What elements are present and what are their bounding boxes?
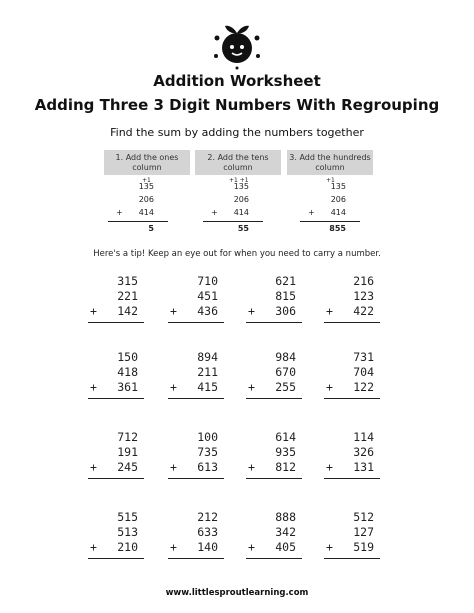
addend-value: 812	[275, 460, 296, 474]
addition-problem	[168, 350, 224, 399]
example-row	[203, 193, 263, 206]
plus-sign: +	[248, 540, 255, 554]
addend-3	[324, 380, 380, 395]
addend-2	[168, 365, 224, 380]
addend-1	[168, 510, 224, 525]
addend-value: 342	[275, 525, 296, 539]
addend-value: 216	[353, 274, 374, 288]
example-addend-2: 206	[233, 195, 249, 204]
addend-value: 405	[275, 540, 296, 554]
addend-value: 221	[117, 289, 138, 303]
addition-problem	[88, 430, 144, 479]
addend-value: 704	[353, 365, 374, 379]
plus-sign: +	[248, 304, 255, 318]
example-row	[300, 206, 360, 219]
example-addend-1: 135	[233, 182, 249, 191]
plus-sign: +	[170, 380, 177, 394]
answer-line	[88, 558, 144, 559]
addend-value: 422	[353, 304, 374, 318]
addend-1	[324, 510, 380, 525]
plus-sign: +	[90, 380, 97, 394]
addend-value: 621	[275, 274, 296, 288]
addend-value: 306	[275, 304, 296, 318]
addend-value: 735	[197, 445, 218, 459]
addend-1	[246, 350, 302, 365]
example-step-1	[108, 177, 168, 235]
example-row	[300, 193, 360, 206]
example-row	[203, 177, 263, 193]
answer-line	[324, 558, 380, 559]
example-sum: 55	[237, 224, 249, 233]
example-row	[108, 193, 168, 206]
addend-3	[88, 380, 144, 395]
plus-sign: +	[170, 460, 177, 474]
addend-value: 515	[117, 510, 138, 524]
addend-value: 710	[197, 274, 218, 288]
example-sum: 5	[148, 224, 154, 233]
worksheet-title: Addition Worksheet	[153, 72, 321, 90]
addend-value: 140	[197, 540, 218, 554]
addend-value: 245	[117, 460, 138, 474]
addend-value: 888	[275, 510, 296, 524]
addition-problem	[246, 430, 302, 479]
addend-3	[324, 540, 380, 555]
addend-3	[246, 304, 302, 319]
answer-line	[88, 478, 144, 479]
addition-problem	[324, 350, 380, 399]
addend-value: 633	[197, 525, 218, 539]
addend-1	[246, 274, 302, 289]
example-addend-2: 206	[330, 195, 346, 204]
addition-problem	[246, 510, 302, 559]
addend-value: 191	[117, 445, 138, 459]
addend-2	[324, 445, 380, 460]
addend-value: 122	[353, 380, 374, 394]
answer-line	[246, 558, 302, 559]
example-step-2	[203, 177, 263, 235]
addend-2	[246, 445, 302, 460]
addend-1	[88, 430, 144, 445]
addend-value: 212	[197, 510, 218, 524]
step-3-box: 3. Add the hundreds column	[287, 150, 373, 175]
addend-1	[88, 274, 144, 289]
answer-line	[246, 398, 302, 399]
addend-1	[168, 430, 224, 445]
addend-2	[168, 445, 224, 460]
plus-sign: +	[326, 304, 333, 318]
addend-1	[168, 274, 224, 289]
addend-value: 436	[197, 304, 218, 318]
answer-line	[324, 478, 380, 479]
addend-value: 142	[117, 304, 138, 318]
example-addend-2: 206	[138, 195, 154, 204]
addend-value: 614	[275, 430, 296, 444]
plus-sign: +	[116, 208, 123, 217]
addend-1	[324, 274, 380, 289]
addition-problem	[88, 350, 144, 399]
addend-1	[88, 350, 144, 365]
addend-2	[88, 445, 144, 460]
addend-value: 150	[117, 350, 138, 364]
instructions-text: Find the sum by adding the numbers together	[110, 126, 364, 139]
addend-3	[324, 304, 380, 319]
addend-value: 114	[353, 430, 374, 444]
addend-value: 613	[197, 460, 218, 474]
addend-2	[88, 365, 144, 380]
example-row	[108, 177, 168, 193]
addend-3	[168, 304, 224, 319]
plus-sign: +	[326, 540, 333, 554]
answer-line	[246, 322, 302, 323]
sprout-pot-icon	[207, 14, 267, 70]
plus-sign: +	[326, 460, 333, 474]
addend-3	[168, 460, 224, 475]
addend-3	[324, 460, 380, 475]
plus-sign: +	[90, 540, 97, 554]
addend-2	[88, 525, 144, 540]
answer-line	[88, 398, 144, 399]
addition-problem	[168, 510, 224, 559]
example-addend-3: 414	[138, 208, 154, 217]
addend-2	[168, 289, 224, 304]
addend-1	[168, 350, 224, 365]
addition-problem	[246, 350, 302, 399]
example-step-3	[300, 177, 360, 235]
addend-2	[324, 365, 380, 380]
addend-3	[168, 380, 224, 395]
addend-value: 935	[275, 445, 296, 459]
addend-value: 210	[117, 540, 138, 554]
carry-mark: +1	[142, 177, 151, 184]
addend-2	[246, 525, 302, 540]
addend-value: 512	[353, 510, 374, 524]
addend-3	[246, 540, 302, 555]
plus-sign: +	[90, 304, 97, 318]
worksheet-subtitle: Adding Three 3 Digit Numbers With Regrouping	[34, 96, 440, 114]
example-addend-3: 414	[330, 208, 346, 217]
addend-1	[324, 350, 380, 365]
carry-mark: +1	[326, 177, 335, 184]
addend-value: 894	[197, 350, 218, 364]
addend-value: 670	[275, 365, 296, 379]
addend-3	[88, 304, 144, 319]
addend-3	[246, 460, 302, 475]
answer-line	[246, 478, 302, 479]
example-row	[203, 206, 263, 219]
addend-value: 211	[197, 365, 218, 379]
addend-value: 100	[197, 430, 218, 444]
addend-value: 712	[117, 430, 138, 444]
plus-sign: +	[308, 208, 315, 217]
answer-line	[88, 322, 144, 323]
addend-value: 315	[117, 274, 138, 288]
plus-sign: +	[90, 460, 97, 474]
addition-problem	[88, 510, 144, 559]
footer-url: www.littlesproutlearning.com	[165, 588, 309, 598]
tip-text: Here's a tip! Keep an eye out for when you need to carry a number.	[93, 249, 381, 259]
carry-mark: +1 +1	[229, 177, 249, 184]
answer-line	[324, 322, 380, 323]
addition-problem	[246, 274, 302, 323]
addend-value: 123	[353, 289, 374, 303]
addend-value: 418	[117, 365, 138, 379]
plus-sign: +	[248, 380, 255, 394]
addend-value: 326	[353, 445, 374, 459]
addend-value: 519	[353, 540, 374, 554]
example-addend-1: 135	[138, 182, 154, 191]
plus-sign: +	[170, 540, 177, 554]
example-addend-1: 135	[330, 182, 346, 191]
addend-1	[324, 430, 380, 445]
addend-2	[324, 289, 380, 304]
addend-value: 815	[275, 289, 296, 303]
example-addend-3: 414	[233, 208, 249, 217]
answer-line	[324, 398, 380, 399]
plus-sign: +	[211, 208, 218, 217]
addend-value: 731	[353, 350, 374, 364]
addend-2	[246, 365, 302, 380]
addition-problem	[168, 430, 224, 479]
example-row	[108, 206, 168, 219]
addend-3	[88, 460, 144, 475]
answer-line	[168, 478, 224, 479]
addend-3	[88, 540, 144, 555]
addend-1	[246, 430, 302, 445]
addend-2	[168, 525, 224, 540]
plus-sign: +	[248, 460, 255, 474]
addend-3	[168, 540, 224, 555]
step-2-box: 2. Add the tens column	[195, 150, 281, 175]
addend-value: 513	[117, 525, 138, 539]
addition-problem	[324, 274, 380, 323]
addend-3	[246, 380, 302, 395]
addition-problem	[324, 510, 380, 559]
addend-value: 255	[275, 380, 296, 394]
addend-value: 984	[275, 350, 296, 364]
addend-value: 415	[197, 380, 218, 394]
addend-2	[88, 289, 144, 304]
addend-value: 451	[197, 289, 218, 303]
addition-problem	[88, 274, 144, 323]
answer-line	[168, 398, 224, 399]
addend-2	[246, 289, 302, 304]
addend-value: 361	[117, 380, 138, 394]
answer-line	[168, 558, 224, 559]
addition-problem	[168, 274, 224, 323]
plus-sign: +	[326, 380, 333, 394]
addend-2	[324, 525, 380, 540]
step-1-box: 1. Add the ones column	[104, 150, 190, 175]
plus-sign: +	[170, 304, 177, 318]
addend-1	[246, 510, 302, 525]
example-sum: 855	[329, 224, 346, 233]
addend-value: 127	[353, 525, 374, 539]
addition-problem	[324, 430, 380, 479]
addend-1	[88, 510, 144, 525]
example-row	[300, 177, 360, 193]
answer-line	[168, 322, 224, 323]
addend-value: 131	[353, 460, 374, 474]
